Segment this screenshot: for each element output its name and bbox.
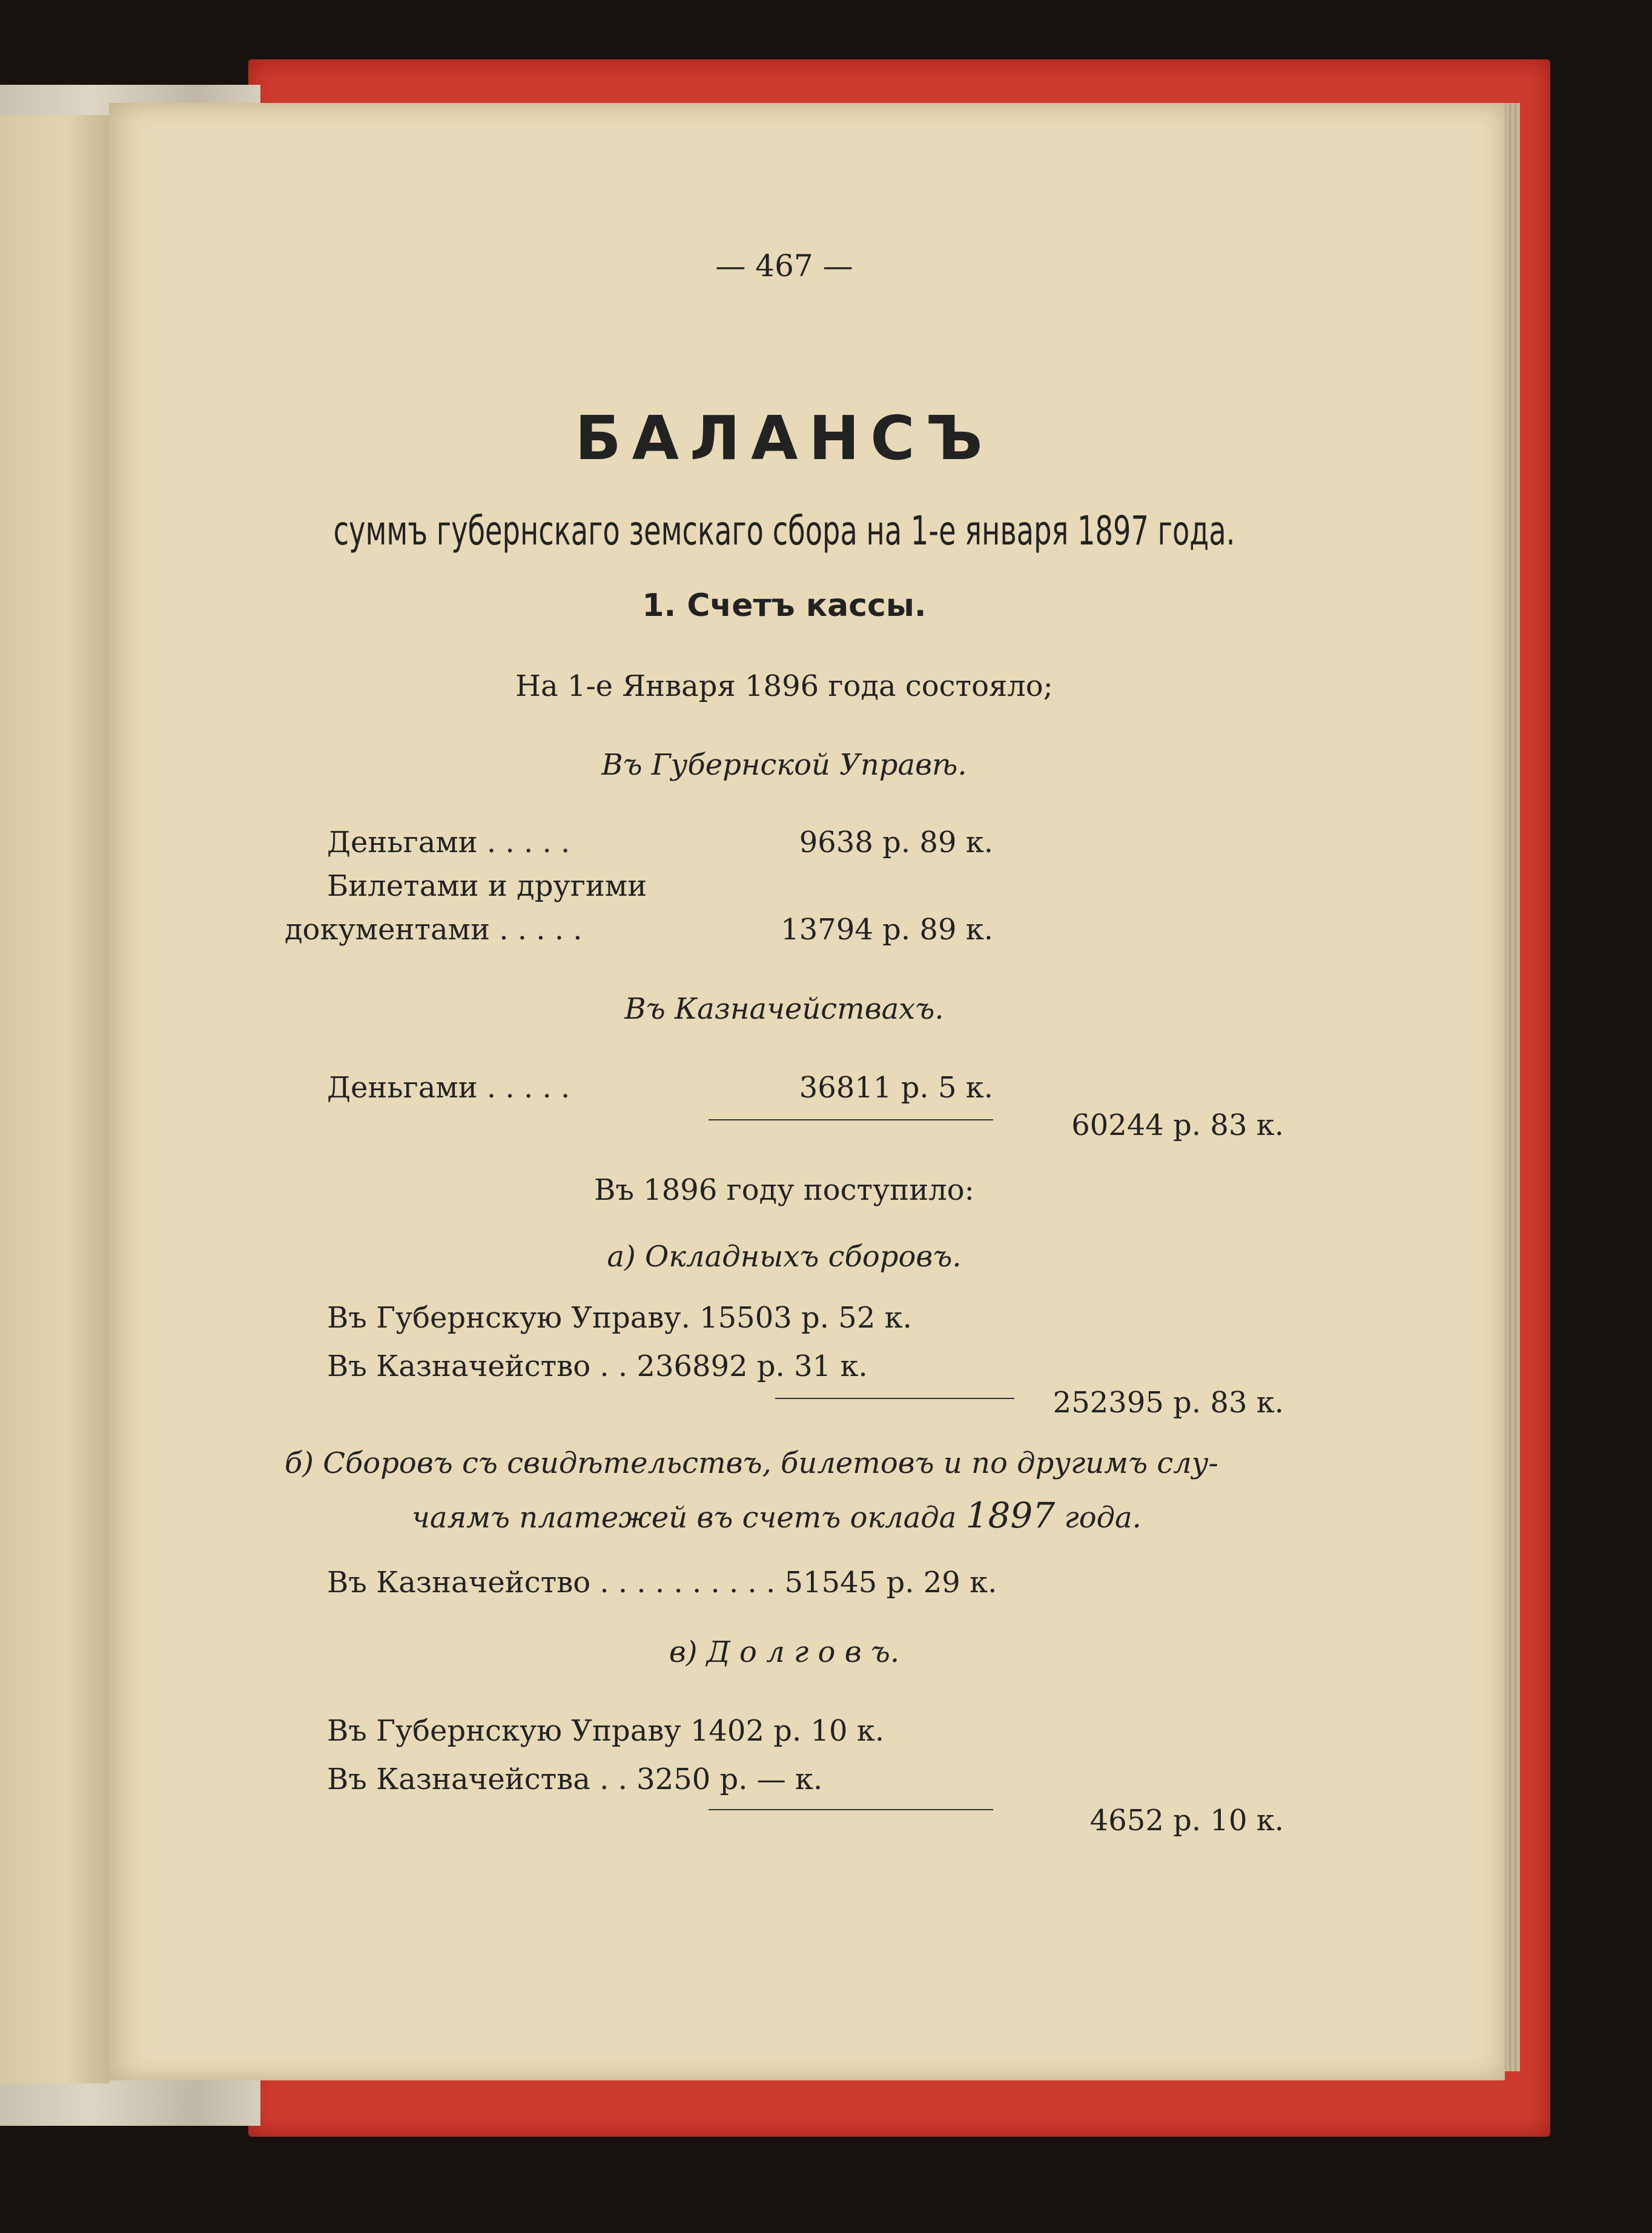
sborov-row-kaznach: Въ Казначейство . . . . . . . . . . 51545 р. 29 к. bbox=[327, 1566, 997, 1599]
sborov-heading-text: чаямъ платежей въ счетъ оклада bbox=[412, 1501, 966, 1535]
dolgov-row-kaznach: Въ Казначейства . . 3250 р. — к. bbox=[327, 1762, 823, 1796]
sum-rule bbox=[709, 1809, 993, 1810]
book-page bbox=[109, 103, 1505, 2080]
biletami-label-line1: Билетами и другими bbox=[327, 869, 647, 903]
dengami-label: Деньгами . . . . . bbox=[327, 825, 570, 859]
kaznach-value: 36811 р. 5 к. bbox=[799, 1071, 993, 1105]
opening-total: 60244 р. 83 к. bbox=[1071, 1108, 1284, 1142]
sborov-heading-line1: б) Сборовъ съ свидѣтельствъ, билетовъ и по другимъ слу- bbox=[285, 1446, 1218, 1480]
dolgov-total: 4652 р. 10 к. bbox=[1089, 1804, 1284, 1838]
dolgov-row-uprava: Въ Губернскую Управу 1402 р. 10 к. bbox=[327, 1714, 885, 1748]
sum-rule bbox=[709, 1119, 993, 1120]
sborov-heading-line2 bbox=[412, 1495, 1142, 1536]
uprava-subheading: Въ Губернской Управѣ. bbox=[601, 748, 967, 782]
biletami-label-line2: документами . . . . . bbox=[285, 913, 583, 947]
okladnykh-row-uprava: Въ Губернскую Управу. 15503 р. 52 к. bbox=[327, 1301, 912, 1335]
dolgov-subheading: в) Д о л г о в ъ. bbox=[669, 1635, 900, 1669]
sum-rule bbox=[775, 1398, 1014, 1399]
page-title: БАЛАНСЪ bbox=[575, 403, 994, 474]
section-heading: 1. Счетъ кассы. bbox=[642, 587, 927, 624]
kaznach-label: Деньгами . . . . . bbox=[327, 1071, 570, 1105]
biletami-value: 13794 р. 89 к. bbox=[781, 913, 993, 947]
page-subtitle: суммъ губернскаго земскаго сбора на 1-е января 1897 года. bbox=[333, 508, 1235, 554]
okladnykh-row-kaznach: Въ Казначейство . . 236892 р. 31 к. bbox=[327, 1349, 868, 1383]
opening-heading: На 1-е Января 1896 года состояло; bbox=[515, 669, 1053, 703]
okladnykh-total: 252395 р. 83 к. bbox=[1052, 1386, 1284, 1420]
sborov-heading-year: 1897 bbox=[965, 1495, 1056, 1536]
left-page-edge bbox=[0, 115, 109, 2083]
kaznach-subheading: Въ Казначействахъ. bbox=[624, 992, 944, 1026]
dengami-value: 9638 р. 89 к. bbox=[799, 825, 993, 859]
received-heading: Въ 1896 году поступило: bbox=[594, 1173, 974, 1207]
page-number: — 467 — bbox=[715, 248, 853, 283]
okladnykh-subheading: а) Окладныхъ сборовъ. bbox=[607, 1240, 962, 1274]
sborov-heading-end: года. bbox=[1055, 1501, 1142, 1535]
